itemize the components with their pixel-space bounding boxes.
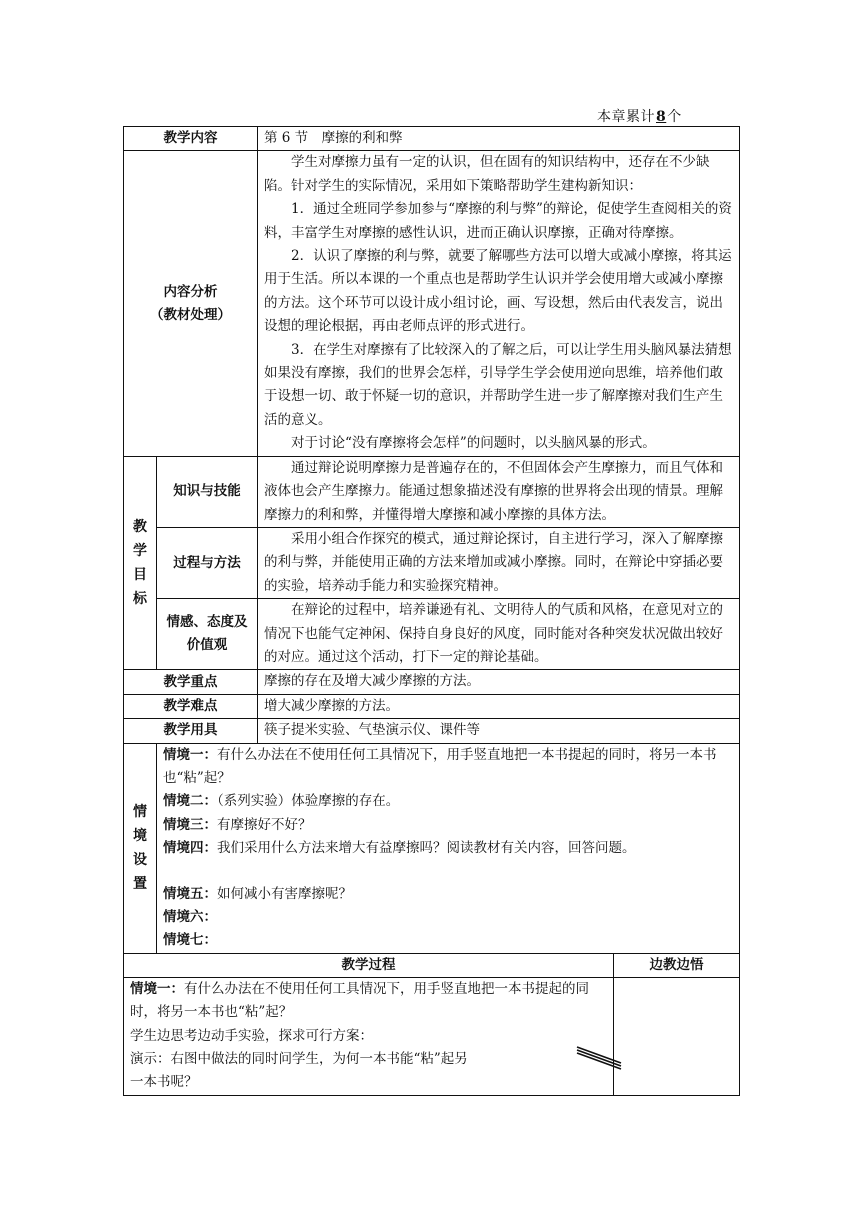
- process-scene-name: 情境一：: [130, 980, 184, 997]
- scenarios-label: [124, 743, 157, 953]
- analysis-paragraph-5: 对于讨论“没有摩擦将会怎样”的问题时，以头脑风暴的形式。: [291, 435, 656, 452]
- goals-label: [124, 456, 157, 670]
- scenario-name: 情境二：: [163, 793, 217, 810]
- process-body: [124, 977, 614, 1095]
- attitude-text: 在辩论的过程中，培养谦逊有礼、文明待人的气质和风格，在意见对立的情况下也能气定神闲、保持自身良好的风度，同时能对各种突发状况做出较好的对应。通过这个活动，打下一定的辩论基础。: [258, 599, 740, 670]
- scenarios-label-char: 设: [133, 852, 147, 869]
- scenario-name: 情境一：: [163, 746, 217, 763]
- knowledge-label: 知识与技能: [157, 456, 258, 527]
- scenario-item: [163, 906, 733, 929]
- count-suffix: 个: [667, 109, 682, 125]
- analysis-paragraph-1: 学生对摩擦力虽有一定的认识，但在固有的知识结构中，还存在不少缺陷。针对学生的实际情况，采用如下策略帮助学生建构新知识：: [264, 154, 710, 194]
- focus-label: 教学重点: [124, 670, 258, 694]
- scenarios-label-char: 置: [133, 876, 147, 893]
- scenario-name: 情境七：: [163, 932, 217, 949]
- lesson-plan-table: [123, 126, 740, 1096]
- scenario-name: 情境三：: [163, 816, 217, 833]
- content-value: 第 6 节 摩擦的利和弊: [258, 127, 740, 151]
- process-scene-text: 有什么办法在不使用任何工具情况下，用手竖直地把一本书提起的同时，将另一本书也“粘”起？: [130, 980, 589, 1021]
- knowledge-text: 通过辩论说明摩擦力是普遍存在的，不但固体会产生摩擦力，而且气体和液体也会产生摩擦力。能通过想象描述没有摩擦的世界将会出现的情景。理解摩擦力的利和弊，并懂得增大摩擦和减小摩擦的具体方法。: [258, 456, 740, 527]
- scenarios-label-char: 境: [133, 828, 147, 845]
- row-scenarios: [124, 743, 740, 953]
- tools-label: 教学用具: [124, 719, 258, 743]
- scenario-text: （系列实验）体验摩擦的存在。: [217, 793, 400, 810]
- chapter-count: [597, 106, 682, 126]
- row-goal-process: [124, 527, 740, 598]
- attitude-label-line2: 价值观: [186, 637, 228, 654]
- row-analysis: [124, 151, 740, 456]
- scenario-gap: [163, 861, 733, 883]
- analysis-paragraph-2: 1．通过全班同学参加参与“摩擦的利与弊”的辩论，促使学生查阅相关的资料，丰富学生对摩擦的感性认识，进而正确认识摩擦，正确对待摩擦。: [264, 201, 732, 241]
- process-method-label: 过程与方法: [157, 527, 258, 598]
- process-header: 教学过程: [124, 953, 614, 977]
- row-difficulty: [124, 694, 740, 718]
- row-process-body: [124, 977, 740, 1095]
- scenario-text: 我们采用什么方法来增大有益摩擦吗？阅读教材有关内容，回答问题。: [217, 840, 636, 857]
- count-value: 8: [656, 109, 667, 125]
- goals-label-char: 教: [133, 519, 147, 536]
- side-notes: [614, 977, 740, 1095]
- analysis-label: [124, 151, 258, 456]
- difficulty-value: 增大减少摩擦的方法。: [258, 694, 740, 718]
- count-prefix: 本章累计: [597, 109, 655, 125]
- scenario-text: 有摩擦好不好？: [217, 816, 312, 833]
- scenario-item: [163, 883, 733, 906]
- analysis-label-line1: 内容分析: [163, 283, 218, 300]
- books-illustration-icon: [575, 1044, 623, 1070]
- scenarios-body: [157, 743, 740, 953]
- process-line: 一本书呢？: [130, 1074, 198, 1091]
- difficulty-label: 教学难点: [124, 694, 258, 718]
- row-tools: [124, 719, 740, 743]
- analysis-paragraph-3: 2．认识了摩擦的利与弊，就要了解哪些方法可以增大或减小摩擦，将其运用于生活。所以本课的一个重点也是帮助学生认识并学会使用增大或减小摩擦的方法。这个环节可以设计成小组讨论，画、写设想，然后由代表发言，说出设想的理论根据，再由老师点评的形式进行。: [264, 248, 732, 335]
- scenario-item: [163, 744, 733, 791]
- goals-label-char: 学: [133, 543, 147, 560]
- process-scene: [130, 978, 607, 1025]
- attitude-label-line1: 情感、态度及: [166, 614, 248, 631]
- focus-value: 摩擦的存在及增大减少摩擦的方法。: [258, 670, 740, 694]
- scenario-item: [163, 837, 733, 860]
- process-line: 演示：右图中做法的同时问学生，为何一本书能“粘”起另: [130, 1051, 468, 1068]
- process-method-text: 采用小组合作探究的模式，通过辩论探讨，自主进行学习，深入了解摩擦的利与弊，并能使用正确的方法来增加或减小摩擦。同时，在辩论中穿插必要的实验，培养动手能力和实验探究精神。: [258, 527, 740, 598]
- scenario-item: [163, 790, 733, 813]
- row-focus: [124, 670, 740, 694]
- tools-value: 筷子提米实验、气垫演示仪、课件等: [258, 719, 740, 743]
- scenario-text: 有什么办法在不使用任何工具情况下，用手竖直地把一本书提起的同时，将另一本书也“粘”起？: [163, 746, 717, 786]
- row-content: [124, 127, 740, 151]
- content-label: 教学内容: [124, 127, 258, 151]
- row-process-header: [124, 953, 740, 977]
- scenario-text: 如何减小有害摩擦呢？: [217, 885, 352, 902]
- attitude-label: [157, 599, 258, 670]
- scenarios-label-char: 情: [133, 804, 147, 821]
- goals-label-char: 目: [133, 567, 147, 584]
- analysis-body: [258, 151, 740, 456]
- side-header: 边教边悟: [614, 953, 740, 977]
- analysis-paragraph-4: 3．在学生对摩擦有了比较深入的了解之后，可以让学生用头脑风暴法猜想如果没有摩擦，我们的世界会怎样，引导学生学会使用逆向思维，培养他们敢于设想一切、敢于怀疑一切的意识，并帮助学生进一步了解摩擦对我们生产生活的意义。: [264, 341, 732, 428]
- scenario-item: [163, 929, 733, 952]
- row-goal-attitude: [124, 599, 740, 670]
- goals-label-char: 标: [133, 591, 147, 608]
- scenario-name: 情境四：: [163, 840, 217, 857]
- analysis-label-line2: （教材处理）: [150, 306, 231, 323]
- scenario-item: [163, 814, 733, 837]
- scenario-name: 情境六：: [163, 909, 217, 925]
- scenario-name: 情境五：: [163, 885, 217, 902]
- row-goal-knowledge: [124, 456, 740, 527]
- process-line: 学生边思考边动手实验，探求可行方案：: [130, 1027, 373, 1044]
